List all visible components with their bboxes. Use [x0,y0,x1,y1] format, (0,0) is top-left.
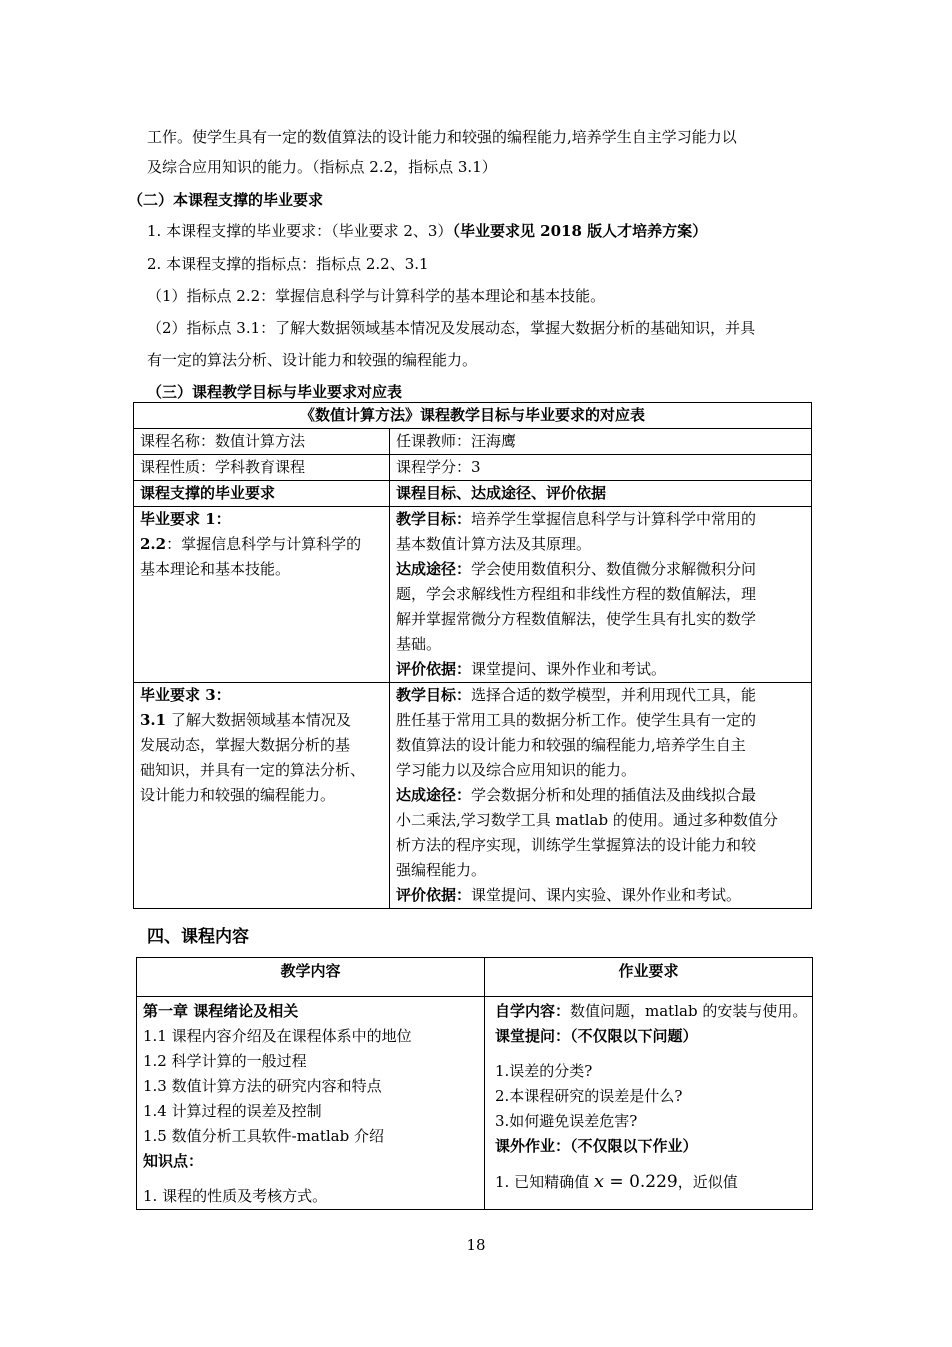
obj1-path-3: 解并掌握常微分方程数值解法，使学生具有扎实的数学 [396,610,757,628]
question-item: 2.本课程研究的误差是什么? [495,1087,683,1105]
table-row [134,403,812,429]
obj1-path-2: 题，学会求解线性方程组和非线性方程的数值解法，理 [396,585,757,603]
list-item: 1.5 数值分析工具软件-matlab 介绍 [143,1127,384,1145]
obj1-goal-2: 基本数值计算方法及其原理。 [396,535,592,553]
col1-header: 课程支撑的毕业要求 [134,481,390,507]
req3-text-3: 础知识，并具有一定的算法分析、 [140,761,366,779]
math-equals-value: = 0.229 [604,1172,678,1192]
math-variable-x: x [593,1171,605,1192]
class-questions-label: 课堂提问：（不仅限以下问题） [495,1027,698,1045]
spacer [495,1049,810,1059]
obj3-goal-3: 数值算法的设计能力和较强的编程能力,培养学生自主 [396,736,746,754]
req3-text-4: 设计能力和较强的编程能力。 [140,786,336,804]
course-name-cell: 课程名称：数值计算方法 [134,429,390,455]
obj3-goal-1: 选择合适的数学模型，并利用现代工具，能 [471,686,757,704]
table-title: 《数值计算方法》课程教学目标与毕业要求的对应表 [134,403,812,429]
obj3-path-line-1 [396,783,805,808]
course-nature-cell: 课程性质：学科教育课程 [134,455,390,481]
chapter-1-title: 第一章 课程绪论及相关 [143,1002,299,1020]
obj3-eval-text: 课堂提问、课内实验、课外作业和考试。 [471,886,742,904]
self-study-line [495,999,810,1024]
self-study-text: 数值问题，matlab 的安装与使用。 [570,1002,808,1020]
obj3-path-1: 学会数据分析和处理的插值法及曲线拟合最 [471,786,757,804]
chapter-1-assignment-cell [485,997,813,1210]
obj3-goal-2: 胜任基于常用工具的数据分析工作。使学生具有一定的 [396,711,757,729]
req3-code: 3.1 [140,711,167,729]
course-content-table [136,957,813,1210]
table-row [137,997,813,1210]
objective-1-cell [390,507,812,683]
obj3-path-4: 强编程能力。 [396,861,487,879]
req3-text-1: 了解大数据领域基本情况及 [166,711,351,729]
section2-item-1-text: 1. 本课程支撑的毕业要求：（毕业要求 2、3） [147,222,453,240]
requirement-3-cell [134,683,390,909]
content-col-header: 教学内容 [137,958,485,997]
req3-title: 毕业要求 3： [140,686,231,704]
spacer [495,1159,810,1169]
section2-item-4a: （2）指标点 3.1：了解大数据领域基本情况及发展动态，掌握大数据分析的基础知识，并具 [147,319,756,337]
obj3-goal-line-1 [396,683,805,708]
obj3-goal-label: 教学目标： [396,686,472,704]
section2-item-1-bold: （毕业要求见 2018 版人才培养方案） [452,222,708,240]
homework-label: 课外作业：（不仅限以下作业） [495,1137,698,1155]
obj1-goal-1: 培养学生掌握信息科学与计算科学中常用的 [471,510,757,528]
req3-text-2: 发展动态，掌握大数据分析的基 [140,736,351,754]
req1-text-2: 基本理论和基本技能。 [140,560,291,578]
req1-line-1 [140,532,383,557]
table-row [134,481,812,507]
assignment-col-header: 作业要求 [485,958,813,997]
table-row [134,683,812,909]
list-item: 1.4 计算过程的误差及控制 [143,1102,322,1120]
intro-line-2: 及综合应用知识的能力。（指标点 2.2，指标点 3.1） [147,158,497,176]
obj1-goal-label: 教学目标： [396,510,472,528]
section3-heading: （三）课程教学目标与毕业要求对应表 [147,383,403,401]
teacher-cell: 任课教师：汪海鹰 [390,429,812,455]
question-item: 1.误差的分类? [495,1062,593,1080]
req1-text-1: ：掌握信息科学与计算科学的 [166,535,362,553]
homework-item-1 [495,1169,810,1195]
list-item: 1.2 科学计算的一般过程 [143,1052,307,1070]
obj3-goal-4: 学习能力以及综合应用知识的能力。 [396,761,637,779]
requirement-1-cell [134,507,390,683]
objective-3-cell [390,683,812,909]
obj1-path-4: 基础。 [396,635,442,653]
section2-item-4b: 有一定的算法分析、设计能力和较强的编程能力。 [147,351,478,369]
obj3-path-3: 析方法的程序实现，训练学生掌握算法的设计能力和较 [396,836,757,854]
obj1-path-line-1 [396,557,805,582]
section2-heading: （二）本课程支撑的毕业要求 [128,191,324,209]
section2-item-1 [147,220,707,242]
obj3-path-label: 达成途径： [396,786,472,804]
knowledge-label: 知识点： [143,1152,204,1170]
question-item: 3.如何避免误差危害? [495,1112,638,1130]
section4-heading: 四、课程内容 [147,927,249,947]
intro-line-1: 工作。使学生具有一定的数值算法的设计能力和较强的编程能力,培养学生自主学习能力以 [147,128,737,146]
obj1-eval-label: 评价依据： [396,660,472,678]
table-row [134,455,812,481]
homework-1-text-b: ，近似值 [677,1173,738,1191]
list-item: 1.3 数值计算方法的研究内容和特点 [143,1077,382,1095]
req3-line-1 [140,708,383,733]
col2-header: 课程目标、达成途径、评价依据 [390,481,812,507]
list-item: 1.1 课程内容介绍及在课程体系中的地位 [143,1027,412,1045]
obj1-goal-line-1 [396,507,805,532]
page-number: 18 [466,1236,486,1254]
table-row [137,958,813,997]
req1-title: 毕业要求 1： [140,510,231,528]
req1-code: 2.2 [140,535,167,553]
credits-cell: 课程学分：3 [390,455,812,481]
obj1-path-label: 达成途径： [396,560,472,578]
obj1-path-1: 学会使用数值积分、数值微分求解微积分问 [471,560,757,578]
obj3-path-2: 小二乘法,学习数学工具 matlab 的使用。通过多种数值分 [396,811,778,829]
knowledge-item: 1. 课程的性质及考核方式。 [143,1187,328,1205]
spacer [143,1174,478,1184]
table-row [134,429,812,455]
section2-item-2: 2. 本课程支撑的指标点：指标点 2.2、3.1 [147,255,429,273]
table-row [134,507,812,683]
homework-1-text-a: 1. 已知精确值 [495,1173,594,1191]
objectives-table [133,402,812,909]
self-study-label: 自学内容： [495,1002,571,1020]
obj1-eval-line [396,657,805,682]
obj3-eval-label: 评价依据： [396,886,472,904]
chapter-1-content-cell [137,997,485,1210]
obj3-eval-line [396,883,805,908]
section2-item-3: （1）指标点 2.2：掌握信息科学与计算科学的基本理论和基本技能。 [147,287,606,305]
obj1-eval-text: 课堂提问、课外作业和考试。 [471,660,667,678]
